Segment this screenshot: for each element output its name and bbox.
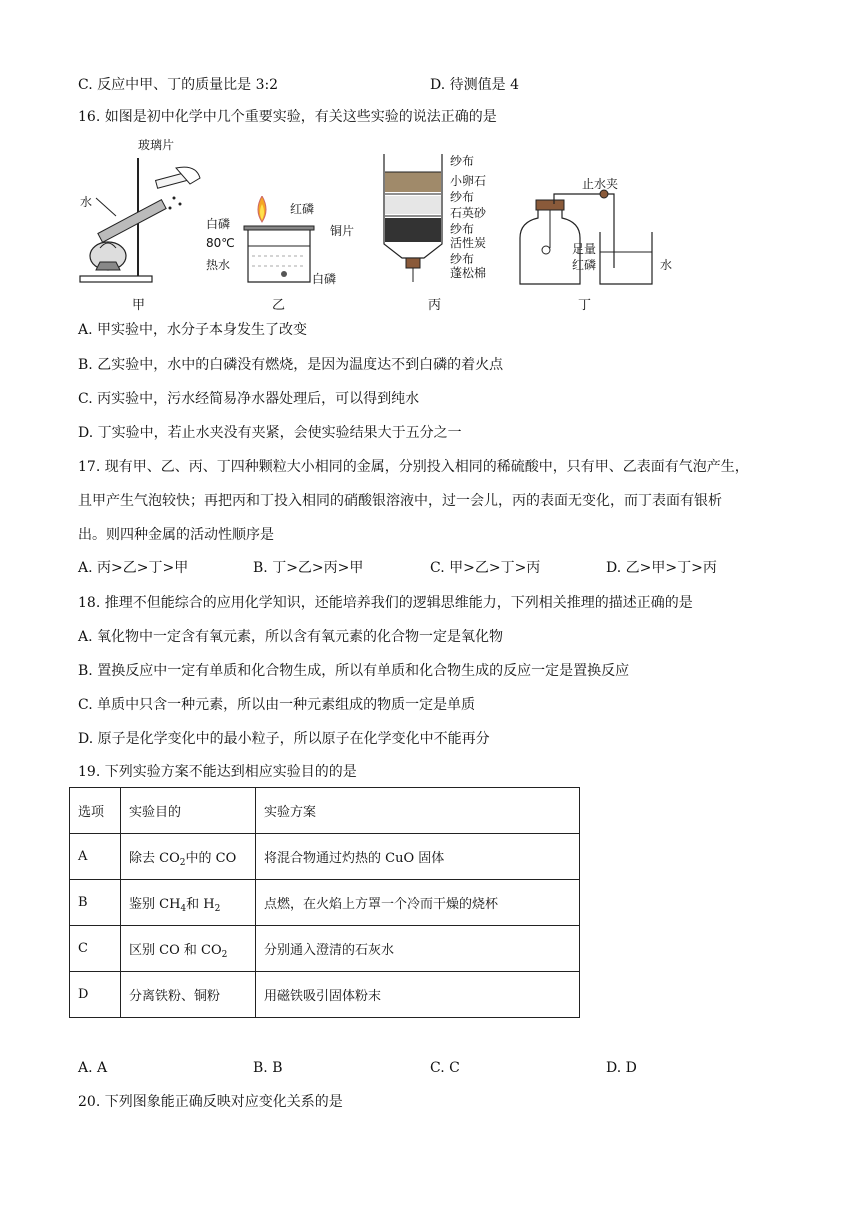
caption-yi: 乙 [272, 298, 286, 313]
label-shiyingsha: 石英砂 [450, 206, 487, 220]
table-row [70, 880, 580, 926]
row-option: C [70, 926, 121, 972]
q17-option-a: A. 丙>乙>丁>甲 [78, 560, 189, 576]
table-header-row [70, 788, 580, 834]
q19-table [69, 787, 580, 1018]
caption-bing: 丙 [428, 298, 442, 313]
q17-option-c: C. 甲>乙>丁>丙 [430, 560, 541, 576]
q19-answer-c: C. C [430, 1060, 460, 1076]
row-plan: 将混合物通过灼热的 CuO 固体 [256, 834, 580, 880]
q16-option-a: A. 甲实验中，水分子本身发生了改变 [78, 322, 308, 338]
label-honglin: 红磷 [290, 202, 315, 216]
label-shabu4: 纱布 [450, 252, 475, 266]
label-shabu1: 纱布 [450, 154, 475, 168]
figure-jia [78, 138, 208, 290]
label-bailin: 白磷 [206, 217, 231, 231]
q16-option-d: D. 丁实验中，若止水夹没有夹紧，会使实验结果大于五分之一 [78, 425, 462, 441]
goal-sub: 2 [221, 950, 228, 960]
q19-stem: 19. 下列实验方案不能达到相应实验目的的是 [78, 764, 357, 780]
row-goal [121, 926, 256, 972]
q18-stem: 18. 推理不但能综合的应用化学知识，还能培养我们的逻辑思维能力，下列相关推理的描述正确的是 [78, 595, 693, 611]
row-plan: 点燃，在火焰上方罩一个冷而干燥的烧杯 [256, 880, 580, 926]
q15-option-c: C. 反应中甲、丁的质量比是 3:2 [78, 77, 279, 93]
q17-option-d: D. 乙>甲>丁>丙 [606, 560, 717, 576]
q17-line3: 出。则四种金属的活动性顺序是 [78, 527, 274, 543]
label-honglin2: 红磷 [572, 258, 597, 272]
label-wendu: 80℃ [206, 236, 235, 250]
row-plan: 分别通入澄清的石灰水 [256, 926, 580, 972]
label-bailin2: 白磷 [312, 272, 337, 286]
label-huoxingtan: 活性炭 [450, 236, 487, 250]
q16-option-b: B. 乙实验中，水中的白磷没有燃烧，是因为温度达不到白磷的着火点 [78, 357, 504, 373]
row-goal [121, 880, 256, 926]
goal-sub: 2 [179, 858, 186, 868]
q19-answer-a: A. A [78, 1060, 108, 1076]
label-boli: 玻璃片 [138, 138, 175, 152]
header-plan: 实验方案 [256, 788, 580, 834]
label-shui: 水 [80, 195, 93, 209]
figure-ding [518, 188, 698, 288]
goal-sub-2: 2 [214, 904, 221, 914]
row-option: B [70, 880, 121, 926]
goal-text-b: 中的 CO [185, 851, 237, 866]
q15-option-d: D. 待测值是 4 [430, 77, 519, 93]
label-shabu3: 纱布 [450, 222, 475, 236]
q18-option-c: C. 单质中只含一种元素，所以由一种元素组成的物质一定是单质 [78, 697, 476, 713]
q17-line2: 且甲产生气泡较快；再把丙和丁投入相同的硝酸银溶液中，过一会儿，丙的表面无变化，而丁表面有银析 [78, 493, 722, 509]
label-pengsongmian: 蓬松棉 [450, 266, 487, 280]
q19-answer-b: B. B [253, 1060, 283, 1076]
table-row [70, 972, 580, 1018]
q16-option-c: C. 丙实验中，污水经简易净水器处理后，可以得到纯水 [78, 391, 420, 407]
q18-option-a: A. 氧化物中一定含有氧元素，所以含有氧元素的化合物一定是氧化物 [78, 629, 504, 645]
q19-answer-d: D. D [606, 1060, 637, 1076]
label-zuliang: 足量 [572, 242, 597, 256]
q17-line1: 17. 现有甲、乙、丙、丁四种颗粒大小相同的金属，分别投入相同的稀硫酸中，只有甲、乙表面有气泡产生， [78, 459, 749, 475]
goal-text: 鉴别 CH [129, 897, 181, 912]
goal-text-b: 和 H [186, 897, 215, 912]
label-zhishuijia: 止水夹 [582, 177, 619, 191]
caption-jia: 甲 [132, 298, 146, 313]
goal-sub: 4 [180, 904, 187, 914]
label-shabu2: 纱布 [450, 190, 475, 204]
row-goal: 分离铁粉、铜粉 [121, 972, 256, 1018]
header-option: 选项 [70, 788, 121, 834]
q17-option-b: B. 丁>乙>丙>甲 [253, 560, 364, 576]
figure-bing [382, 152, 444, 284]
table-row [70, 926, 580, 972]
label-xiaoluanshi: 小卵石 [450, 174, 487, 188]
label-reshui: 热水 [206, 258, 231, 272]
q16-stem: 16. 如图是初中化学中几个重要实验，有关这些实验的说法正确的是 [78, 109, 497, 125]
label-tongpian: 铜片 [330, 224, 355, 238]
table-row [70, 834, 580, 880]
q20-stem: 20. 下列图象能正确反映对应变化关系的是 [78, 1094, 343, 1110]
row-goal [121, 834, 256, 880]
row-option: A [70, 834, 121, 880]
goal-text: 区别 CO 和 CO [129, 943, 222, 958]
caption-ding: 丁 [578, 298, 592, 313]
q18-option-b: B. 置换反应中一定有单质和化合物生成，所以有单质和化合物生成的反应一定是置换反应 [78, 663, 630, 679]
row-plan: 用磁铁吸引固体粉末 [256, 972, 580, 1018]
goal-text: 除去 CO [129, 851, 180, 866]
header-goal: 实验目的 [121, 788, 256, 834]
q18-option-d: D. 原子是化学变化中的最小粒子，所以原子在化学变化中不能再分 [78, 731, 490, 747]
label-shui2: 水 [660, 258, 673, 272]
row-option: D [70, 972, 121, 1018]
